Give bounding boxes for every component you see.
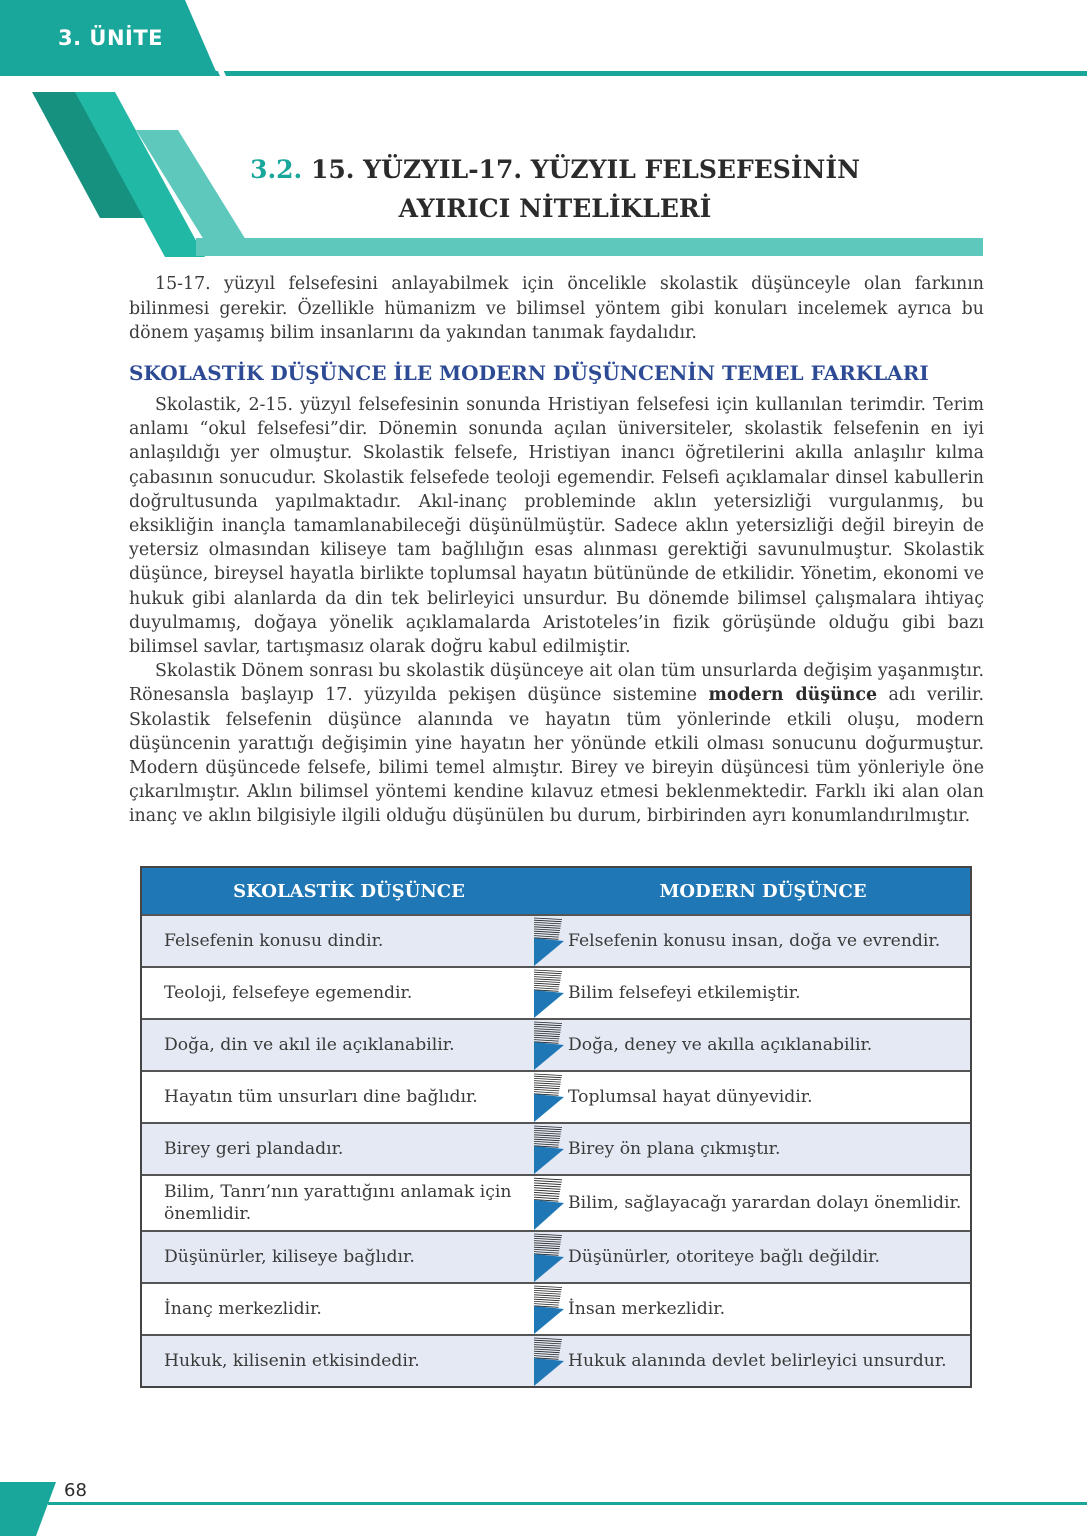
modern-cell <box>534 1232 970 1282</box>
table-row <box>142 966 970 1018</box>
modern-cell-text: İnsan merkezlidir. <box>568 1299 726 1319</box>
modern-cell <box>534 1284 970 1334</box>
modern-cell-text: Hukuk alanında devlet belirleyici unsurdur. <box>568 1351 947 1371</box>
scholastic-cell: Bilim, Tanrı’nın yarattığını anlamak için önemlidir. <box>164 1182 512 1224</box>
modern-cell-text: Felsefenin konusu insan, doğa ve evrendir. <box>568 931 941 951</box>
paragraph2-end: adı verilir. Skolastik felsefenin düşünce alanında ve hayatın tüm yönlerinde etkili oluşu, modern düşüncenin yarattığı değişimin yine hayatın her yönünde etkili olması sonucunu doğurmuştur. Modern düşüncede felsefe, bilimi temel almıştır. Birey ve bireyin düşüncesi tüm yönleriyle öne çıkarılmıştır. Aklın bilimsel yöntemi kendine kılavuz etmesi beklenmektedir. Farklı iki alan olan inanç ve aklın bilgisiyle ilgili olduğu düşünülen bu durum, birbirinden ayrı konumlandırılmıştır. <box>129 685 984 827</box>
body-paragraph-2 <box>129 659 984 828</box>
header-rule <box>0 71 1087 76</box>
scholastic-cell: Teoloji, felsefeye egemendir. <box>164 983 413 1003</box>
modern-cell <box>534 1072 970 1122</box>
title-number: 3.2. <box>250 155 303 184</box>
arrow-icon <box>534 1232 564 1282</box>
arrow-icon <box>534 1176 564 1230</box>
scholastic-cell: Düşünürler, kiliseye bağlıdır. <box>164 1247 415 1267</box>
table-header <box>142 868 970 914</box>
scholastic-cell: Doğa, din ve akıl ile açıklanabilir. <box>164 1035 455 1055</box>
title-underline-bar <box>196 238 983 256</box>
comparison-table <box>140 866 972 1388</box>
unit-label: 3. ÜNİTE <box>58 26 164 50</box>
paragraph2-start: Skolastik Dönem sonrası bu skolastik düşünceye ait olan tüm unsurlarda değişim yaşanmıştır. Rönesansla başlayıp 17. yüzyılda pekişen düşünce sistemine <box>129 661 984 706</box>
intro-paragraph: 15-17. yüzyıl felsefesini anlayabilmek için öncelikle skolastik düşünceyle olan farkının bilinmesi gerekir. Özellikle hümanizm ve bilimsel yöntem gibi konuları incelemek ayrıca bu dönem yaşamış bilim insanlarını da yakından tanımak faydalıdır. <box>129 274 984 343</box>
modern-cell-text: Düşünürler, otoriteye bağlı değildir. <box>568 1247 880 1267</box>
footer-tab <box>0 1482 56 1536</box>
modern-cell-text: Bilim felsefeyi etkilemiştir. <box>568 983 801 1003</box>
modern-cell <box>534 968 970 1018</box>
header-scholastic: SKOLASTİK DÜŞÜNCE <box>233 880 465 902</box>
modern-cell <box>534 1176 970 1230</box>
arrow-icon <box>534 1124 564 1174</box>
table-row <box>142 1070 970 1122</box>
arrow-icon <box>534 1072 564 1122</box>
scholastic-cell: Hukuk, kilisenin etkisindedir. <box>164 1351 420 1371</box>
scholastic-cell: Felsefenin konusu dindir. <box>164 931 384 951</box>
modern-cell-text: Doğa, deney ve akılla açıklanabilir. <box>568 1035 873 1055</box>
modern-term-bold: modern düşünce <box>708 685 878 706</box>
table-row <box>142 1018 970 1070</box>
arrow-icon <box>534 1020 564 1070</box>
modern-cell <box>534 916 970 966</box>
modern-cell-text: Birey ön plana çıkmıştır. <box>568 1139 781 1159</box>
modern-cell <box>534 1336 970 1386</box>
arrow-icon <box>534 1336 564 1386</box>
modern-cell <box>534 1124 970 1174</box>
arrow-icon <box>534 968 564 1018</box>
section-body <box>129 393 984 829</box>
modern-cell <box>534 1020 970 1070</box>
scholastic-cell: Birey geri plandadır. <box>164 1139 344 1159</box>
body-paragraph-1: Skolastik, 2-15. yüzyıl felsefesinin sonunda Hristiyan felsefesi için kullanılan terimdir. Terim anlamı “okul felsefesi”dir. Dönemin sonunda açılan üniversiteler, skolastik felsefenin en iyi anlaşıldığı yer olmuştur. Skolastik felsefe, Hristiyan inancı öğretilerini akılla anlaşılır kılma çabasının sonucudur. Skolastik felsefede teoloji egemendir. Felsefi açıklamalar dinsel kabullerin doğrultusunda yapılmaktadır. Akıl-inanç probleminde aklın yetersizliği vurgulanmış, bu eksikliğin inançla tamamlanabileceği düşünülmüştür. Sadece aklın yetersizliği değil bireyin de yetersiz olmasından kiliseye tam bağlılığın esas alınması gerektiği savunulmuştur. Skolastik düşünce, bireysel hayatla birlikte toplumsal hayatın bütününde de etkilidir. Yönetim, ekonomi ve hukuk gibi alanlarda da din tek belirleyici unsurdur. Bu dönemde bilimsel çalışmalara ihtiyaç duyulmamış, doğaya yönelik açıklamalarda Aristoteles’in fizik görüşünde olduğu gibi bazı bilimsel savlar, tartışmasız olarak doğru kabul edilmiştir. <box>129 395 984 658</box>
scholastic-cell: Hayatın tüm unsurları dine bağlıdır. <box>164 1087 478 1107</box>
table-row <box>142 1122 970 1174</box>
scholastic-cell: İnanç merkezlidir. <box>164 1299 322 1319</box>
title-line2: AYIRICI NİTELİKLERİ <box>398 194 712 223</box>
section-heading: SKOLASTİK DÜŞÜNCE İLE MODERN DÜŞÜNCENİN TEMEL FARKLARI <box>129 361 929 385</box>
table-row <box>142 1334 970 1386</box>
page-number: 68 <box>64 1480 87 1501</box>
header-modern: MODERN DÜŞÜNCE <box>659 880 867 902</box>
page-title <box>250 150 860 228</box>
title-line1: 15. YÜZYIL-17. YÜZYIL FELSEFESİNİN <box>310 155 860 184</box>
intro-text <box>129 272 984 346</box>
arrow-icon <box>534 1284 564 1334</box>
arrow-icon <box>534 916 564 966</box>
table-row <box>142 1174 970 1230</box>
modern-cell-text: Bilim, sağlayacağı yarardan dolayı önemlidir. <box>568 1193 962 1213</box>
footer-rule <box>48 1502 1087 1505</box>
modern-cell-text: Toplumsal hayat dünyevidir. <box>568 1087 813 1107</box>
table-row <box>142 1230 970 1282</box>
table-row <box>142 1282 970 1334</box>
table-row <box>142 914 970 966</box>
